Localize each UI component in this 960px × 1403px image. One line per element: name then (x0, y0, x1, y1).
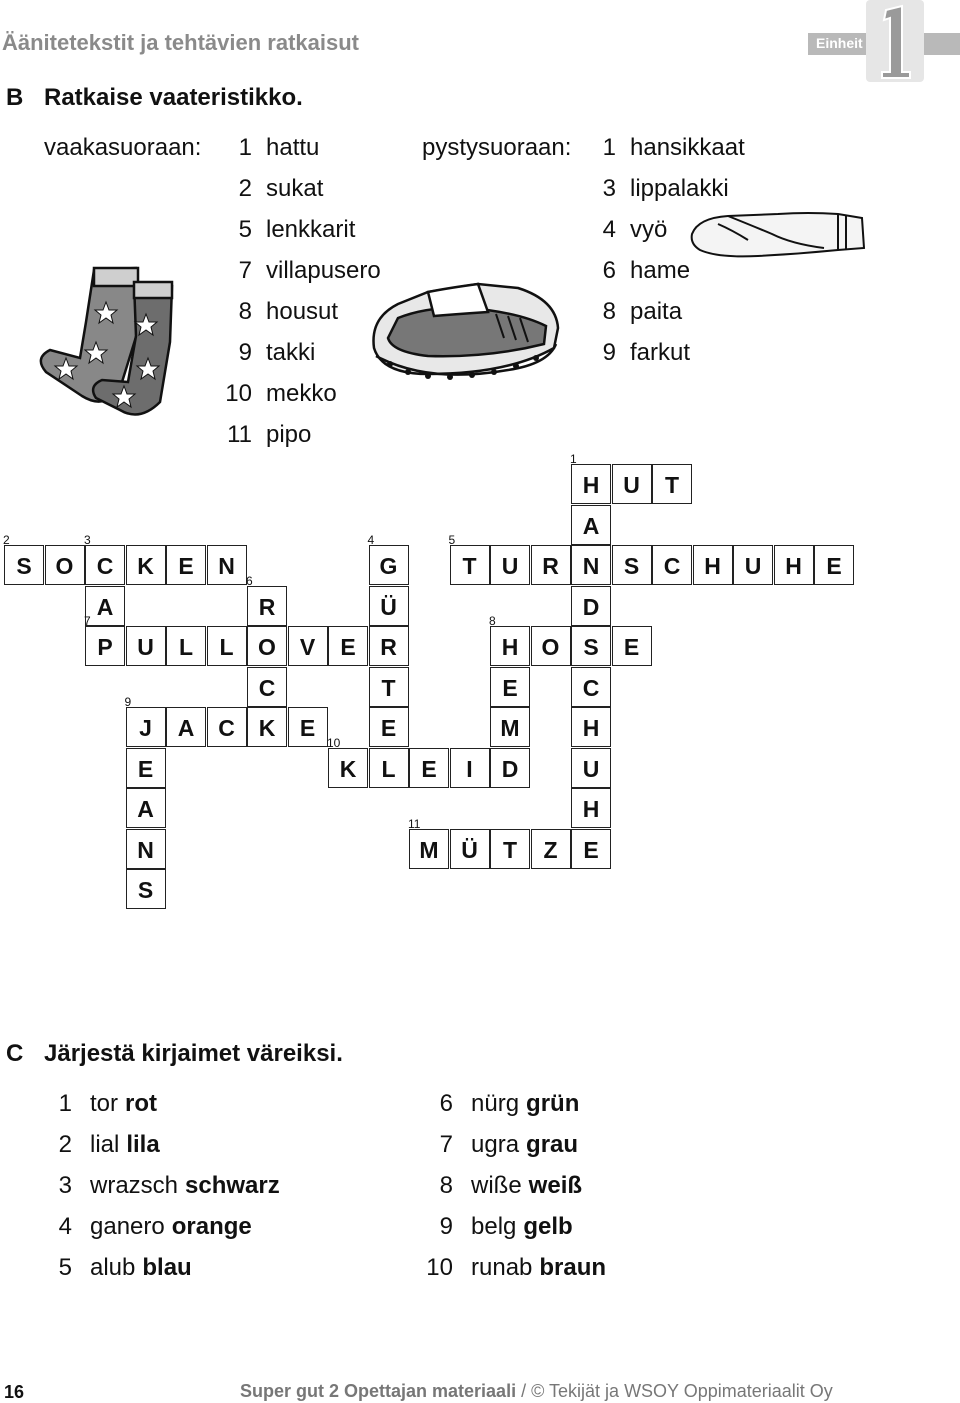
color-scrambled: nürg (471, 1090, 520, 1117)
down-label: pystysuoraan: (422, 134, 572, 161)
crossword-cell (288, 626, 328, 666)
clue-word: hattu (266, 134, 320, 161)
crossword-letter: D (501, 755, 519, 782)
color-item (40, 1172, 280, 1200)
crossword-letter: K (137, 553, 154, 579)
crossword-cell (369, 667, 409, 707)
crossword-letter: O (541, 634, 560, 660)
crossword-clue-number: 11 (408, 816, 421, 831)
crossword-cell (652, 464, 692, 504)
clue-word: vyö (630, 216, 668, 243)
color-item-number: 3 (58, 1172, 72, 1199)
color-item (40, 1254, 192, 1282)
crossword-cell (571, 667, 611, 707)
crossword-letter: Ü (380, 593, 397, 620)
crossword-letter: K (339, 755, 357, 782)
crossword-cell (408, 816, 449, 869)
crossword-cell (448, 533, 490, 585)
clue-item (214, 298, 338, 326)
crossword-letter: E (340, 634, 356, 660)
color-scrambled: wrazsch (90, 1172, 179, 1199)
crossword-letter: C (258, 674, 276, 701)
color-item-number: 2 (58, 1131, 72, 1158)
crossword-cell (369, 748, 409, 788)
color-answer: grau (526, 1131, 579, 1158)
crossword-letter: O (55, 553, 74, 579)
color-item (421, 1090, 579, 1118)
crossword-letter: E (502, 674, 518, 701)
color-item (421, 1213, 573, 1241)
crossword-cell (124, 695, 166, 747)
crossword-cell (369, 586, 409, 626)
clue-number: 1 (238, 134, 252, 161)
crossword-cell (571, 829, 611, 869)
crossword-letter: T (462, 553, 477, 579)
crossword-cell (247, 707, 287, 747)
page-header-title: Äänitetekstit ja tehtävien ratkaisut (2, 30, 360, 55)
crossword-letter: P (97, 634, 113, 660)
crossword-letter: T (664, 472, 680, 498)
color-scrambled: ganero (90, 1213, 165, 1240)
crossword-letter: E (623, 634, 640, 660)
crossword-cell (247, 667, 287, 707)
crossword-letter: E (137, 755, 154, 782)
clue-item (590, 216, 667, 244)
footer-book: Super gut 2 Opettajan materiaali (240, 1381, 517, 1401)
crossword-cell (126, 869, 166, 909)
color-item (40, 1213, 252, 1241)
clue-item (214, 257, 381, 285)
clue-number: 3 (602, 175, 616, 202)
crossword-letter: O (258, 634, 276, 660)
color-item-number: 4 (58, 1213, 72, 1240)
crossword-cell (531, 545, 571, 585)
crossword-letter: A (96, 593, 114, 620)
crossword-letter: T (502, 836, 518, 863)
clue-number: 11 (227, 421, 252, 448)
crossword-cell (126, 626, 166, 666)
crossword-cell (409, 748, 449, 788)
clue-item (590, 339, 690, 367)
clue-item (590, 298, 682, 326)
clue-word: takki (266, 339, 316, 366)
crossword-letter: G (379, 553, 398, 579)
color-answer: weiß (528, 1172, 583, 1199)
crossword-letter: U (137, 634, 154, 660)
crossword-cell (3, 533, 44, 585)
crossword-cell (571, 707, 611, 747)
crossword-cell (490, 829, 530, 869)
color-item-number: 6 (439, 1090, 453, 1117)
crossword-letter: U (501, 553, 519, 579)
crossword-cell (166, 545, 206, 585)
crossword-clue-number: 4 (367, 533, 375, 547)
crossword-letter: H (582, 796, 600, 822)
crossword-clue-number: 10 (327, 735, 341, 750)
clue-word: housut (266, 298, 339, 325)
crossword-cell (612, 464, 652, 504)
clue-number: 5 (238, 216, 252, 243)
color-item-number: 9 (439, 1213, 453, 1240)
crossword-letter: S (583, 634, 599, 660)
color-item (421, 1172, 582, 1200)
clue-word: pipo (266, 421, 312, 448)
clue-word: mekko (266, 380, 337, 407)
crossword-cell (166, 707, 206, 747)
color-answer: grün (526, 1090, 580, 1117)
crossword-cell (207, 626, 247, 666)
crossword-cell (531, 626, 571, 666)
crossword-letter: M (419, 836, 439, 863)
color-item (421, 1131, 578, 1159)
clue-word: lippalakki (630, 175, 729, 202)
crossword-cell (490, 707, 530, 747)
color-scrambled: ugra (471, 1131, 520, 1158)
crossword-cell (166, 626, 206, 666)
clue-word: villapusero (266, 257, 381, 284)
crossword-letter: N (582, 553, 600, 579)
crossword-letter: H (785, 553, 802, 579)
crossword-letter: H (704, 553, 721, 579)
crossword-cell (367, 533, 409, 585)
color-scrambled: wiße (471, 1172, 522, 1199)
crossword-cell (571, 626, 611, 666)
footer-separator: / (516, 1381, 532, 1401)
crossword-letter: Ü (461, 836, 478, 863)
crossword-letter: A (177, 715, 195, 741)
clue-item (214, 216, 355, 244)
crossword-letter: J (139, 715, 152, 741)
crossword-letter: N (137, 836, 154, 863)
crossword-letter: D (582, 593, 600, 620)
crossword-cell (774, 545, 814, 585)
color-item (40, 1131, 160, 1159)
crossword-cell (571, 505, 611, 545)
footer-credits (240, 1381, 833, 1402)
clue-word: farkut (630, 339, 691, 366)
clue-word: hame (630, 257, 691, 284)
crossword-letter: H (582, 472, 600, 498)
crossword-cell (328, 626, 368, 666)
clue-item (214, 339, 315, 367)
clue-number: 4 (602, 216, 616, 243)
footer-copyright: © Tekijät ja WSOY Oppimateriaalit Oy (531, 1381, 833, 1401)
across-label: vaakasuoraan: (44, 134, 202, 161)
crossword-letter: U (623, 472, 640, 498)
crossword-cell (531, 829, 571, 869)
crossword-letter: M (500, 715, 520, 741)
color-scrambled: tor (90, 1090, 119, 1117)
clue-number: 9 (602, 339, 616, 366)
crossword-clue-number: 5 (448, 533, 456, 547)
color-answer: rot (125, 1090, 158, 1117)
crossword-letter: H (501, 634, 519, 660)
clue-item (214, 421, 311, 449)
crossword-cell (571, 788, 611, 828)
crossword-clue-number: 7 (84, 614, 91, 628)
clue-number: 10 (225, 380, 252, 407)
crossword-letter: E (380, 715, 397, 741)
crossword-cell (571, 545, 611, 585)
crossword-letter: U (744, 553, 762, 579)
crossword-cell (126, 748, 166, 788)
color-item (421, 1254, 606, 1282)
sneaker-illustration (368, 278, 568, 388)
crossword-letter: I (466, 755, 473, 782)
crossword-letter: T (381, 674, 396, 701)
color-scrambled: runab (471, 1254, 533, 1281)
crossword-cell (612, 626, 652, 666)
clue-number: 2 (238, 175, 252, 202)
clue-item (214, 175, 323, 203)
crossword-letter: S (623, 553, 640, 579)
crossword-letter: R (380, 634, 397, 660)
unit-number: 1 (895, 50, 896, 51)
crossword-cell (571, 748, 611, 788)
crossword-cell (288, 707, 328, 747)
crossword-cell (207, 545, 247, 585)
clue-word: lenkkarit (266, 216, 356, 243)
crossword-cell (126, 829, 166, 869)
unit-label: Einheit (816, 35, 863, 51)
crossword-letter: A (582, 512, 600, 539)
clue-item (590, 134, 745, 162)
clue-number: 8 (602, 298, 616, 325)
crossword-letter: L (178, 634, 194, 660)
crossword-cell (369, 626, 409, 666)
clue-item (214, 380, 337, 408)
clue-item (590, 175, 729, 203)
color-item-number: 1 (58, 1090, 72, 1117)
color-item-number: 10 (426, 1254, 453, 1281)
crossword-letter: H (582, 715, 600, 741)
crossword-letter: N (218, 553, 235, 579)
crossword-letter: S (137, 877, 154, 903)
crossword-cell (84, 533, 125, 585)
crossword-clue-number: 2 (3, 533, 10, 547)
socks-illustration (36, 262, 196, 422)
section-c-instruction: Järjestä kirjaimet väreiksi. (44, 1040, 343, 1067)
crossword-letter: E (421, 755, 437, 782)
crossword-letter: A (137, 796, 154, 822)
crossword-letter: U (582, 755, 600, 782)
color-answer: braun (539, 1254, 607, 1281)
crossword-cell (652, 545, 692, 585)
crossword-letter: V (299, 634, 316, 660)
crossword-cell (489, 614, 530, 666)
crossword-cell (450, 748, 490, 788)
unit-number-graphic (866, 0, 924, 82)
crossword-cell (733, 545, 773, 585)
section-b-letter: B (6, 84, 24, 111)
crossword-clue-number: 8 (489, 614, 496, 628)
crossword-letter: E (178, 553, 194, 579)
crossword-cell (450, 829, 490, 869)
crossword-cell (207, 707, 247, 747)
crossword-letter: C (218, 715, 235, 741)
crossword-cell (571, 586, 611, 626)
crossword-letter: R (542, 553, 559, 579)
crossword-cell (490, 667, 530, 707)
crossword-cell (693, 545, 733, 585)
gloves-illustration (688, 204, 868, 264)
crossword-letter: E (583, 836, 599, 863)
crossword-cell (126, 545, 166, 585)
crossword-clue-number: 3 (84, 533, 91, 547)
clue-number: 1 (602, 134, 616, 161)
crossword-letter: E (826, 553, 842, 579)
color-answer: orange (171, 1213, 252, 1240)
color-scrambled: belg (471, 1213, 517, 1240)
clue-number: 9 (238, 339, 252, 366)
color-item-number: 8 (439, 1172, 453, 1199)
clue-number: 8 (238, 298, 252, 325)
clue-number: 7 (238, 257, 252, 284)
section-c-letter: C (6, 1040, 24, 1067)
section-c-heading (6, 1040, 343, 1068)
clue-item (590, 257, 690, 285)
crossword-cell (570, 452, 611, 504)
clue-word: paita (630, 298, 683, 325)
crossword-letter: S (16, 553, 32, 579)
crossword-cell (490, 748, 530, 788)
clue-word: hansikkaat (630, 134, 745, 161)
crossword-cell (327, 735, 368, 788)
crossword-letter: R (258, 593, 276, 620)
crossword-cell (612, 545, 652, 585)
crossword-letter: E (299, 715, 316, 741)
crossword-cell (45, 545, 85, 585)
section-b-heading (6, 84, 303, 112)
crossword-cell (490, 545, 530, 585)
clue-word: sukat (266, 175, 324, 202)
color-answer: lila (126, 1131, 160, 1158)
color-item-number: 5 (58, 1254, 72, 1281)
crossword-cell (246, 573, 287, 626)
crossword-cell (814, 545, 854, 585)
page-number: 16 (4, 1382, 25, 1402)
crossword-letter: C (663, 553, 681, 579)
color-scrambled: alub (90, 1254, 136, 1281)
crossword-letter: L (381, 755, 396, 782)
color-item (40, 1090, 157, 1118)
crossword-cell (126, 788, 166, 828)
clue-number: 6 (602, 257, 616, 284)
color-answer: gelb (523, 1213, 573, 1240)
crossword-clue-number: 9 (124, 695, 132, 709)
crossword-clue-number: 6 (246, 573, 253, 588)
crossword-cell (84, 614, 125, 666)
crossword-cell (247, 626, 287, 666)
clue-item (214, 134, 319, 162)
color-scrambled: lial (90, 1131, 120, 1158)
crossword-letter: K (258, 715, 276, 741)
color-answer: schwarz (185, 1172, 280, 1199)
crossword-letter: Z (543, 836, 558, 863)
color-answer: blau (142, 1254, 192, 1281)
crossword-cell (85, 586, 125, 626)
crossword-letter: C (96, 553, 114, 579)
crossword-letter: L (219, 634, 234, 660)
color-item-number: 7 (439, 1131, 453, 1158)
crossword-letter: C (582, 674, 600, 701)
section-b-instruction: Ratkaise vaateristikko. (44, 84, 303, 111)
crossword-cell (369, 707, 409, 747)
crossword-clue-number: 1 (570, 452, 577, 466)
